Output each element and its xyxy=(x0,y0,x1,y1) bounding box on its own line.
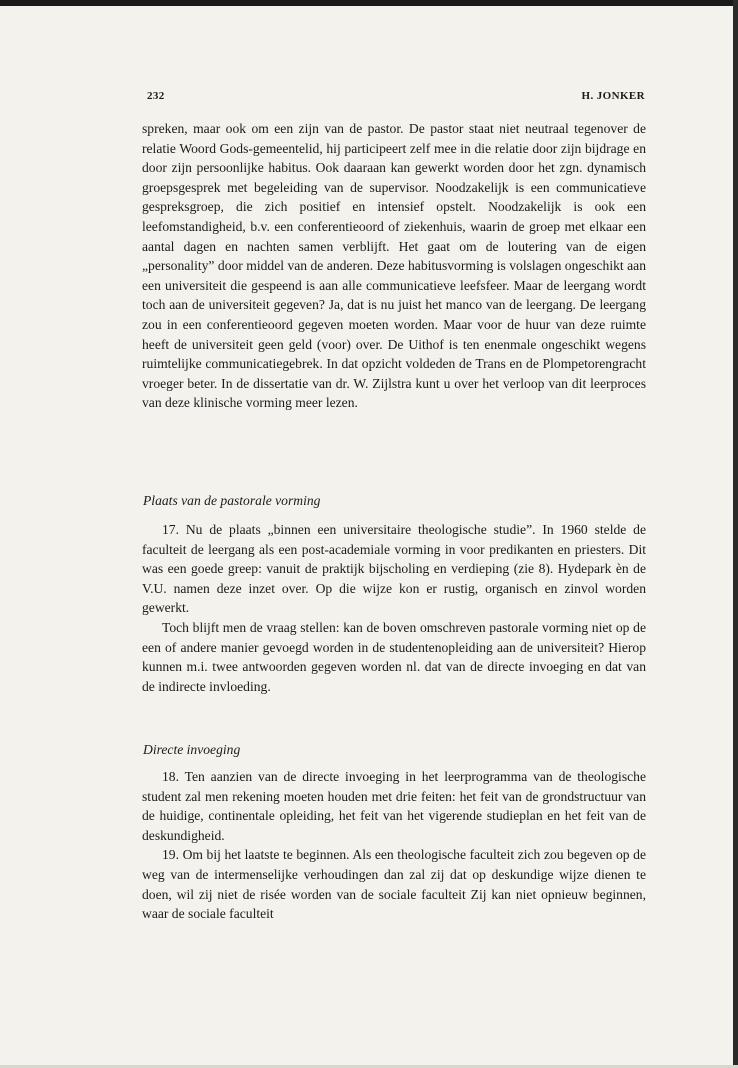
page-header xyxy=(147,90,645,108)
paragraph-text: 18. Ten aanzien van de directe invoeging in het leerprogramma van de theologische student zal men rekening moeten houden met drie feiten: het feit van de grondstructuur van de huidige, continentale opleiding, het feit van het vigerende studieplan en het feit van de deskundigheid. xyxy=(142,769,646,843)
body-paragraph-1 xyxy=(142,119,646,413)
paragraph-text: 19. Om bij het laatste te beginnen. Als een theologische faculteit zich zou begeven op de weg van de intermenselijke verhoudingen dan zal zij dat op deskundige wijze dienen te doen, wil zij niet de risée worden van de sociale faculteit Zij kan niet opnieuw beginnen, waar de sociale faculteit xyxy=(142,847,646,922)
paragraph-text: Toch blijft men de vraag stellen: kan de boven omschreven pastorale vorming niet op de een of andere manier gevoegd worden in de studentenopleiding aan de universiteit? Hierop kunnen m.i. twee antwoorden gegeven worden nl. dat van de directe invoeging en dat van de indirecte invloeding. xyxy=(142,619,646,694)
body-paragraph-18 xyxy=(142,767,646,924)
page-number: 232 xyxy=(147,90,165,102)
scan-top-border xyxy=(0,0,738,6)
section-heading-pastorale-vorming: Plaats van de pastorale vorming xyxy=(143,493,321,508)
paragraph-text: 17. Nu de plaats „binnen een universitaire theologische studie”. In 1960 stelde de faculteit de leergang als een post-academiale vorming in voor predikanten en priesters. Dit was een goede greep: vanuit de praktijk bijscholing en verdieping (zie 8). Hydepark èn de V.U. namen deze inzet over. Op die wijze kon er rustig, organisch en zinvol worden gewerkt. xyxy=(142,522,646,616)
section-heading-directe-invoeging: Directe invoeging xyxy=(143,742,241,757)
running-head-author: H. JONKER xyxy=(581,90,645,102)
body-paragraph-17 xyxy=(142,520,646,696)
paragraph-text: spreken, maar ook om een zijn van de pastor. De pastor staat niet neutraal tegenover de relatie Woord Gods-gemeentelid, hij participeert zelf mee in die relatie door zijn bijdrage en door zijn persoonlijke habitus. Ook daaraan kan gewerkt worden door het zgn. dynamisch groepsgesprek met begeleiding van de supervisor. Noodzakelijk is een communicatieve gespreksgroep, die zich positief en intensief opstelt. Noodzakelijk is ook een leefomstandigheid, b.v. een conferentieoord of ziekenhuis, waarin de groep met elkaar een aantal dagen en nachten samen verblijft. Het gaat om de loutering van de eigen „personality” door middel van de anderen. Deze habitusvorming is volslagen ongeschikt aan een universiteit die gespeend is aan alle communicatieve leefsfeer. Maar de leergang wordt toch aan de universiteit gegeven? Ja, dat is nu juist het manco van de leergang. De leergang zou in een conferentieoord gegeven moeten worden. Maar voor de huur van deze ruimte heeft de universiteit geen geld (voor) over. De Uithof is ten enenmale ongeschikt wegens ruimtelijke communicatiegebrek. In dat opzicht voldeden de Trans en de Plompetorengracht vroeger beter. In de dissertatie van dr. W. Zijlstra kunt u over het verloop van dit leerproces van deze klinische vorming meer lezen. xyxy=(142,121,646,411)
scan-right-border xyxy=(733,0,738,1068)
